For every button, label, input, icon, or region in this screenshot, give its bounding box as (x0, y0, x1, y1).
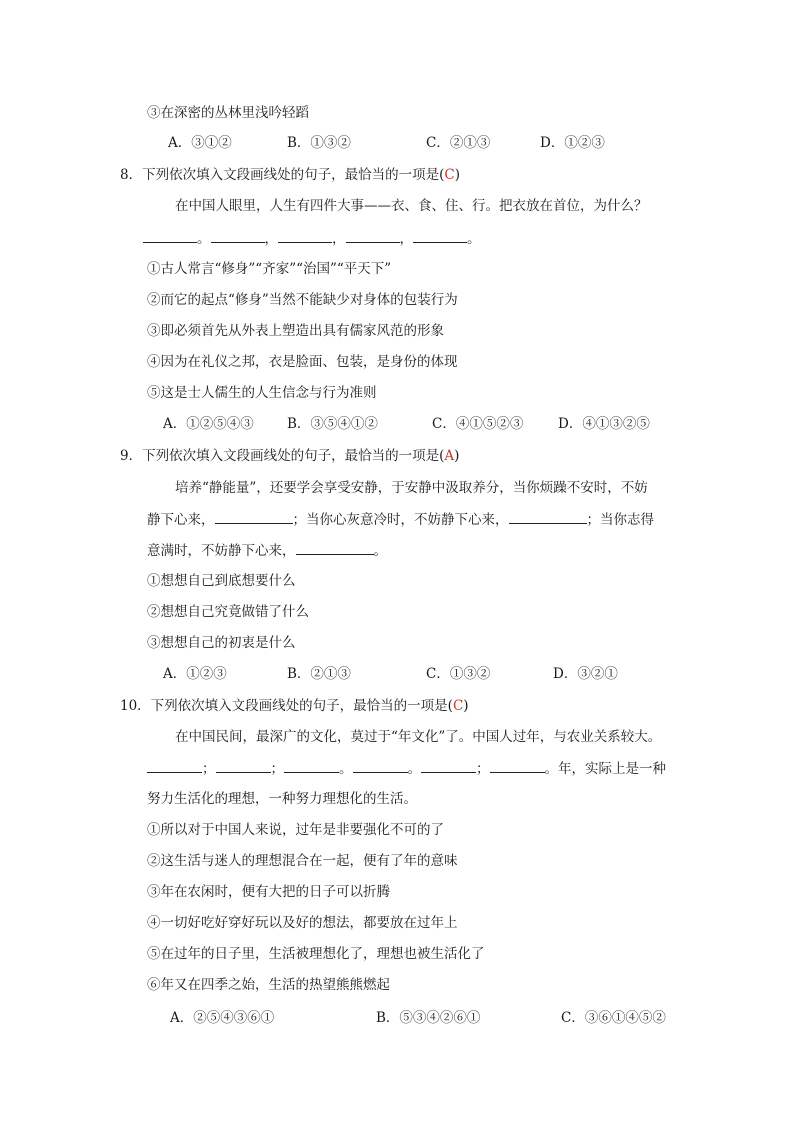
q10-item-4: ④一切好吃好穿好玩以及好的想法，都要放在过年上 (147, 915, 458, 931)
q8-sep-4: ， (399, 231, 413, 247)
q9-item-2: ②想想自己究竟做错了什么 (147, 604, 309, 620)
q8-blanks-line (143, 228, 481, 249)
q10-line2-tail: 年，实际上是一种 (558, 761, 666, 777)
q9-item-1: ①想想自己到底想要什么 (147, 573, 296, 589)
q10-blank-1 (147, 758, 202, 773)
q9-blank-3 (296, 540, 374, 555)
q10-sep-5: ； (476, 761, 490, 777)
q8-blank-4 (346, 228, 400, 243)
q10-sep-4: 。 (407, 761, 421, 777)
q10-passage-3: 努力生活化的理想，一种努力理想化的生活。 (147, 791, 417, 807)
q10-option-a: A．②⑤④③⑥① (170, 1010, 275, 1026)
q10-sep-1: ； (202, 761, 216, 777)
q8-passage: 在中国人眼里，人生有四件大事——衣、食、住、行。把衣放在首位，为什么？ (175, 198, 648, 214)
q10-sep-3: 。 (339, 761, 353, 777)
q8-sep-1: 。 (197, 231, 211, 247)
q10-stem (120, 696, 469, 716)
q10-blanks-line (147, 758, 666, 779)
q8-answer: C (444, 167, 455, 183)
q7-option-d: D．①②③ (540, 135, 605, 151)
q9-option-c: C．①③② (426, 666, 491, 682)
q8-stem (120, 165, 460, 185)
q10-option-c: C．③⑥①④⑤② (561, 1010, 666, 1026)
q9-option-a: A．①②③ (163, 666, 227, 682)
q9-stem-close: ) (454, 448, 460, 464)
q8-option-b: B．③⑤④①② (287, 416, 378, 432)
q9-passage-3a: 意满时，不妨静下心来， (147, 543, 296, 559)
q7-option-c: C．②①③ (426, 135, 491, 151)
q9-answer: A (444, 448, 455, 464)
q8-item-1: ①古人常言“修身”“齐家”“治国”“平天下” (147, 261, 392, 277)
q10-option-b: B．⑤③④②⑥① (376, 1010, 481, 1026)
q9-stem-text: 9．下列依次填入文段画线处的句子，最恰当的一项是( (120, 448, 445, 464)
q10-sep-6: 。 (544, 761, 558, 777)
q8-item-5: ⑤这是士人儒生的人生信念与行为准则 (147, 385, 377, 401)
q10-item-1: ①所以对于中国人来说，过年是非要强化不可的了 (147, 822, 444, 838)
q8-item-3: ③即必须首先从外表上塑造出具有儒家风范的形象 (147, 323, 444, 339)
q10-blank-2 (216, 758, 271, 773)
q9-passage-2a: 静下心来， (147, 512, 215, 528)
q8-blank-2 (211, 228, 265, 243)
q8-option-a: A．①②⑤④③ (163, 416, 254, 432)
q8-stem-text: 8．下列依次填入文段画线处的句子，最恰当的一项是( (120, 167, 445, 183)
q9-passage-3 (147, 540, 387, 561)
q8-item-4: ④因为在礼仪之邦，衣是脸面、包装，是身份的体现 (147, 354, 458, 370)
q9-blank-2 (509, 509, 587, 524)
q8-sep-2: ， (264, 231, 278, 247)
q10-stem-text: 10．下列依次填入文段画线处的句子，最恰当的一项是( (120, 698, 453, 714)
q10-blank-5 (421, 758, 476, 773)
q7-option-b: B．①③② (287, 135, 351, 151)
q10-item-3: ③年在农闲时，便有大把的日子可以折腾 (147, 884, 390, 900)
q8-option-d: D．④①③②⑤ (558, 416, 650, 432)
q9-blank-1 (215, 509, 293, 524)
q9-passage-1: 培养“静能量”，还要学会享受安静，于安静中汲取养分，当你烦躁不安时，不妨 (175, 480, 648, 496)
q9-option-b: B．②①③ (287, 666, 351, 682)
q8-stem-close: ) (454, 167, 460, 183)
q9-option-d: D．③②① (553, 666, 618, 682)
q8-blank-5 (413, 228, 467, 243)
q7-item-3: ③在深密的丛林里浅吟轻蹈 (147, 105, 309, 121)
q10-passage: 在中国民间，最深广的文化，莫过于“年文化”了。中国人过年，与农业关系较大。 (175, 729, 662, 745)
q8-item-2: ②而它的起点“修身”当然不能缺少对身体的包装行为 (147, 292, 458, 308)
q10-answer: C (452, 698, 464, 714)
q9-item-3: ③想想自己的初衷是什么 (147, 635, 296, 651)
q9-passage-2b: ；当你心灰意冷时，不妨静下心来， (292, 512, 509, 528)
q10-blank-3 (284, 758, 339, 773)
q9-passage-2 (147, 509, 654, 530)
q9-passage-2c: ；当你志得 (586, 512, 654, 528)
q8-sep-5: 。 (467, 231, 481, 247)
q10-item-6: ⑥年又在四季之始，生活的热望熊熊燃起 (147, 977, 390, 993)
q8-blank-3 (278, 228, 332, 243)
q10-item-5: ⑤在过年的日子里，生活被理想化了，理想也被生活化了 (147, 946, 485, 962)
q10-blank-6 (490, 758, 545, 773)
q10-stem-close: ) (463, 698, 469, 714)
q10-blank-4 (353, 758, 408, 773)
q8-sep-3: ， (332, 231, 346, 247)
q10-sep-2: ； (270, 761, 284, 777)
q9-stem (120, 446, 459, 466)
q8-option-c: C．④①⑤②③ (432, 416, 524, 432)
q8-blank-1 (143, 228, 197, 243)
q7-option-a: A．③①② (168, 135, 232, 151)
q9-passage-3b: 。 (373, 543, 387, 559)
q10-item-2: ②这生活与迷人的理想混合在一起，便有了年的意味 (147, 853, 458, 869)
